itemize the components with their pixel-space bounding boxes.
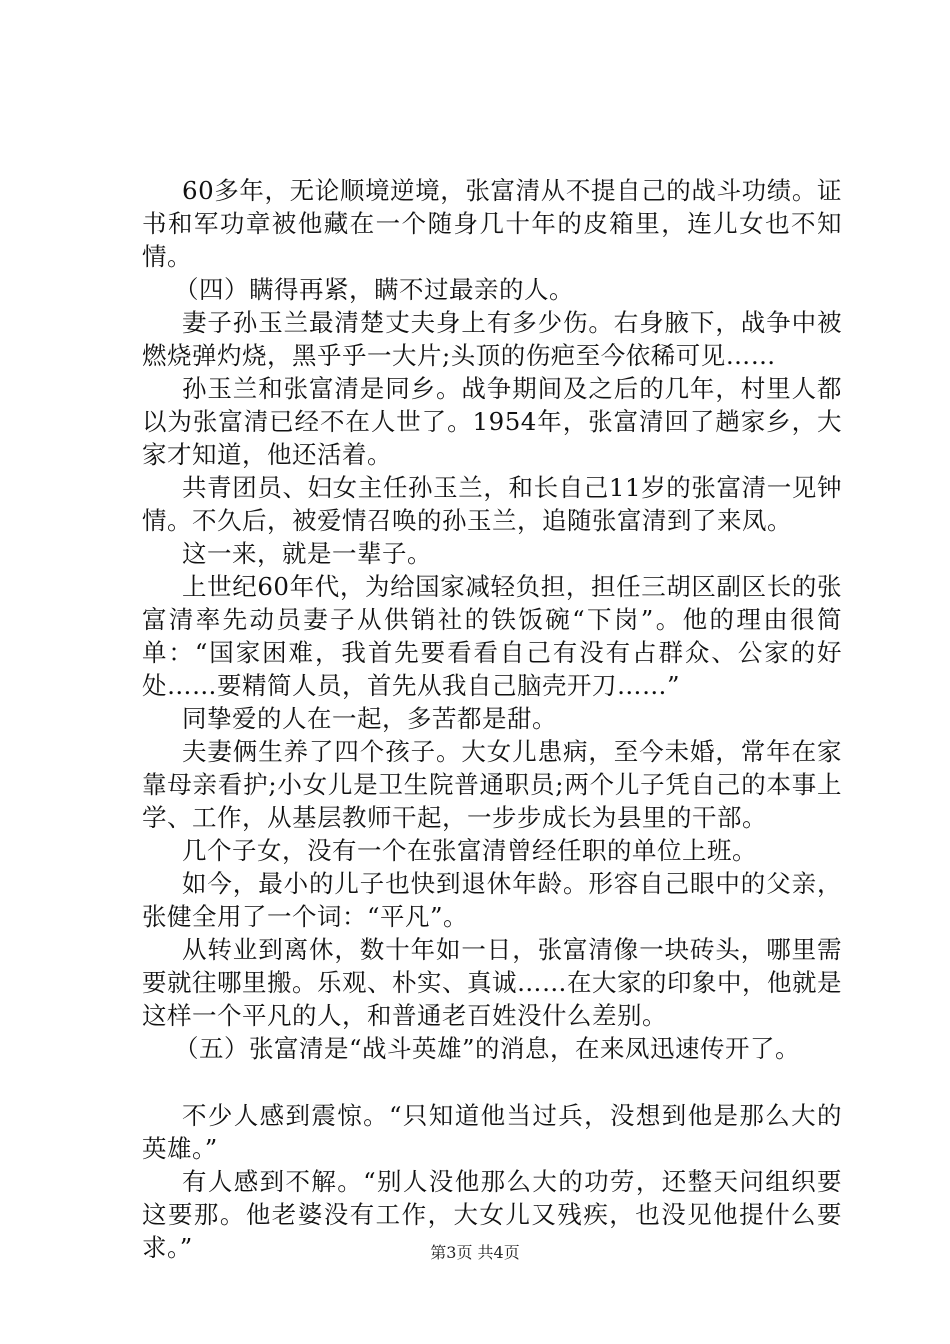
section-heading: （四）瞒得再紧，瞒不过最亲的人。 bbox=[174, 275, 574, 304]
paragraph: 这一来，就是一辈子。 bbox=[182, 539, 432, 568]
paragraph: 如今，最小的儿子也快到退休年龄。形容自己眼中的父亲，张健全用了一个词：“平凡”。 bbox=[142, 869, 842, 931]
paragraph: 几个子女，没有一个在张富清曾经任职的单位上班。 bbox=[182, 836, 757, 865]
paragraph: 上世纪60年代，为给国家减轻负担，担任三胡区副区长的张富清率先动员妻子从供销社的铁饭碗“下岗”。他的理由很简单：“国家困难，我首先要看看自己有没有占群众、公家的好处……要精简人员，首先从我自己脑壳开刀……” bbox=[142, 572, 842, 700]
paragraph: 从转业到离休，数十年如一日，张富清像一块砖头，哪里需要就往哪里搬。乐观、朴实、真诚……在大家的印象中，他就是这样一个平凡的人，和普通老百姓没什么差别。 bbox=[142, 935, 842, 1030]
document-body bbox=[142, 174, 842, 1264]
paragraph: 夫妻俩生养了四个孩子。大女儿患病，至今未婚，常年在家靠母亲看护;小女儿是卫生院普通职员;两个儿子凭自己的本事上学、工作，从基层教师干起，一步步成长为县里的干部。 bbox=[142, 737, 842, 832]
page-footer: 第3页 共4页 bbox=[430, 1243, 520, 1262]
paragraph: 有人感到不解。“别人没他那么大的功劳，还整天问组织要这要那。他老婆没有工作，大女儿又残疾，也没见他提什么要求。” bbox=[142, 1167, 842, 1262]
paragraph: 孙玉兰和张富清是同乡。战争期间及之后的几年，村里人都以为张富清已经不在人世了。1954年，张富清回了趟家乡，大家才知道，他还活着。 bbox=[142, 374, 842, 469]
paragraph: 不少人感到震惊。“只知道他当过兵，没想到他是那么大的英雄。” bbox=[142, 1101, 842, 1163]
paragraph: 共青团员、妇女主任孙玉兰，和长自己11岁的张富清一见钟情。不久后，被爱情召唤的孙玉兰，追随张富清到了来凤。 bbox=[142, 473, 842, 535]
paragraph-gap bbox=[142, 1065, 842, 1099]
paragraph: 同挚爱的人在一起，多苦都是甜。 bbox=[182, 704, 557, 733]
section-heading: （五）张富清是“战斗英雄”的消息，在来凤迅速传开了。 bbox=[174, 1034, 801, 1063]
paragraph: 60多年，无论顺境逆境，张富清从不提自己的战斗功绩。证书和军功章被他藏在一个随身几十年的皮箱里，连儿女也不知情。 bbox=[142, 176, 842, 271]
paragraph: 妻子孙玉兰最清楚丈夫身上有多少伤。右身腋下，战争中被燃烧弹灼烧，黑乎乎一大片;头顶的伤疤至今依稀可见…… bbox=[142, 308, 842, 370]
